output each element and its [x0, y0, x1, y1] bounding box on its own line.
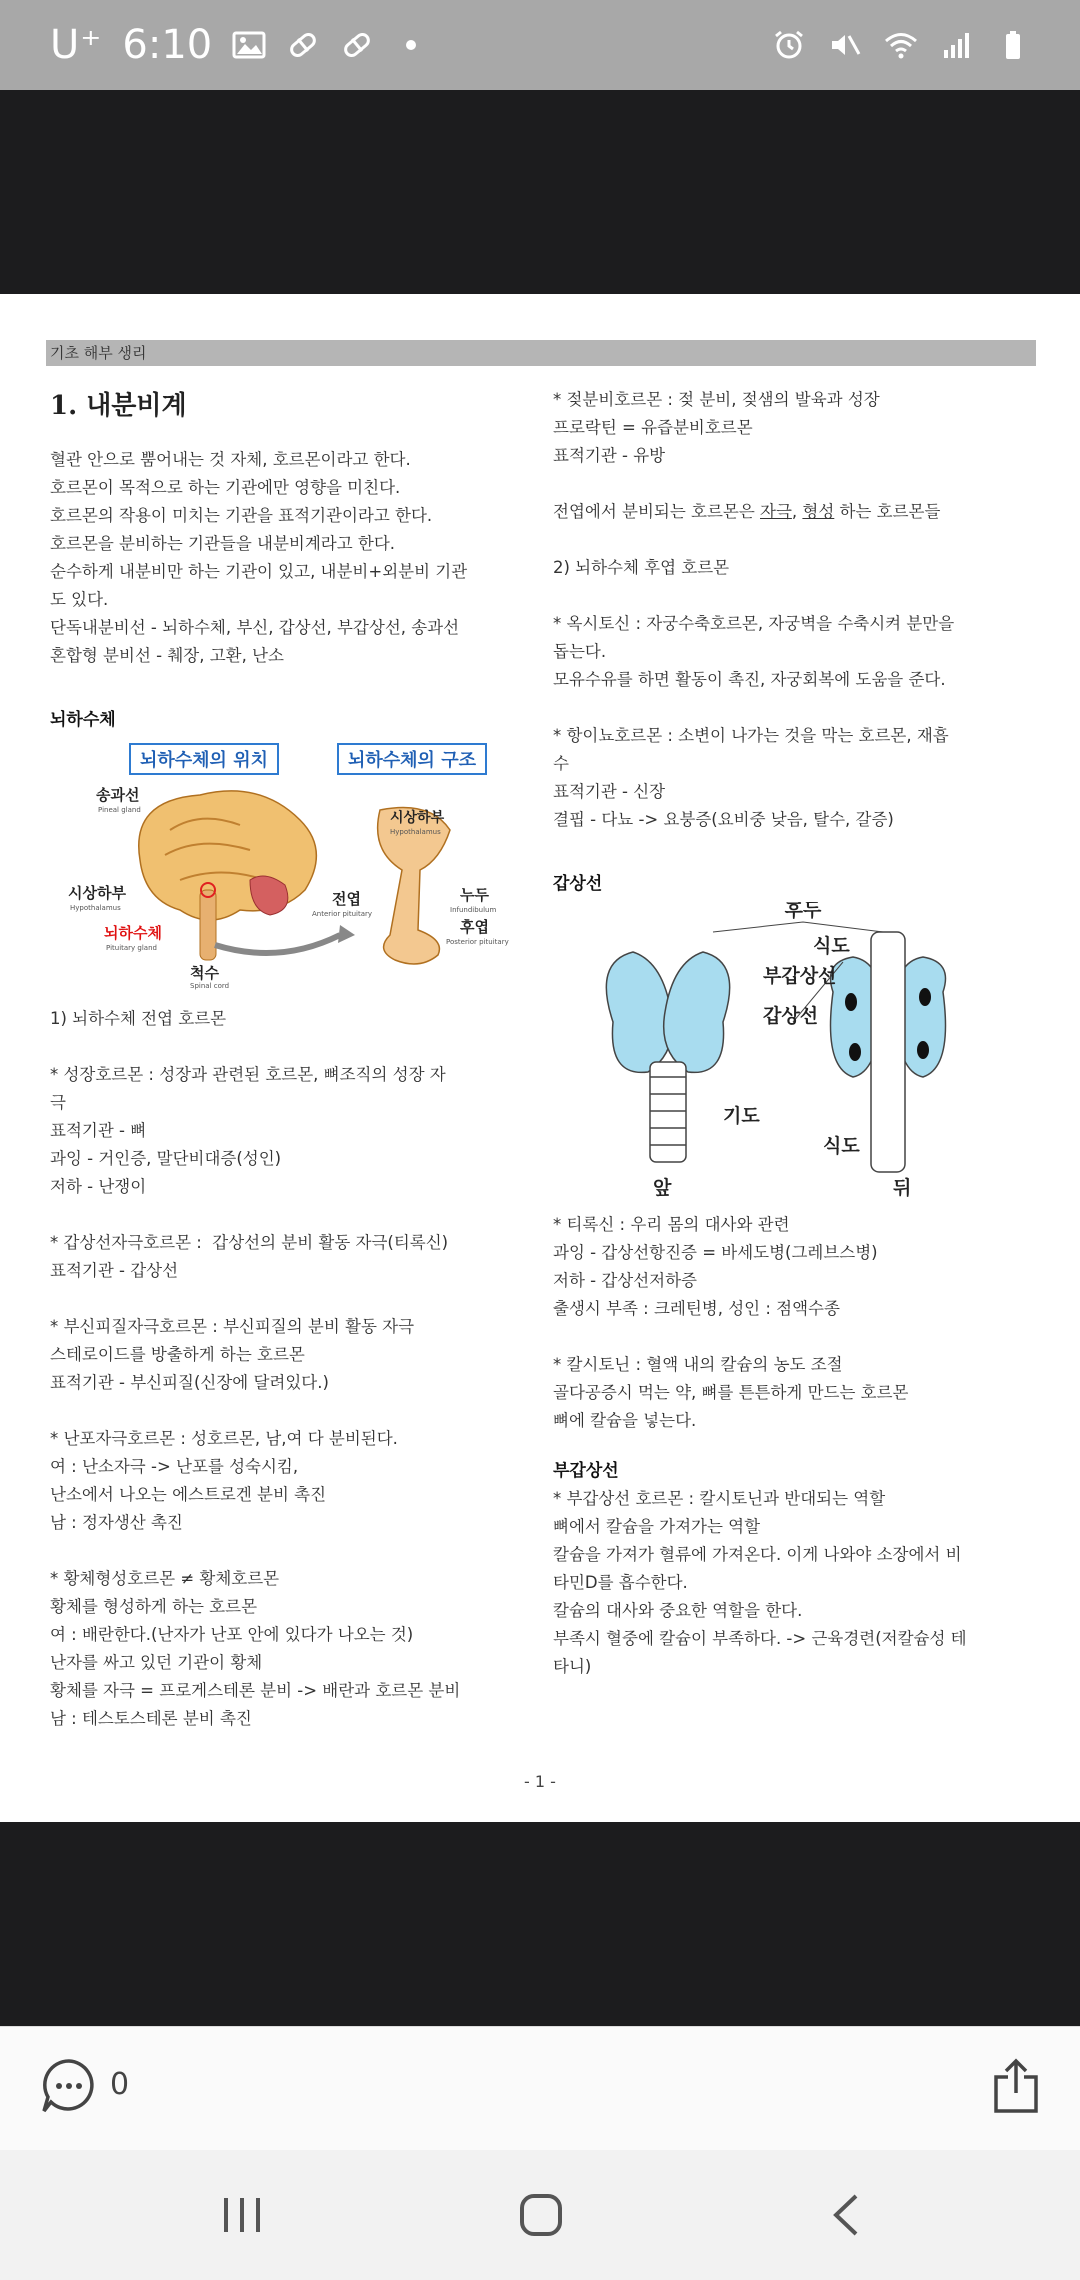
parathyroid-2	[849, 1043, 861, 1061]
intro-text	[50, 446, 530, 670]
intro-line-6: 단독내분비선 - 뇌하수체, 부신, 갑상선, 부갑상선, 송과선	[50, 618, 460, 637]
pill-icon	[286, 30, 320, 60]
thyroid-heading: 갑상선	[553, 874, 603, 894]
posterior-line-4: 모유수유를 하면 활동이 촉진, 자궁회복에 도움을 준다.	[553, 670, 946, 689]
label-infundibulum-en: Infundibulum	[450, 906, 497, 914]
left-body-line-16: 여 : 난소자극 -> 난포를 성숙시킴,	[50, 1457, 299, 1476]
label-pituitary: 뇌하수체	[104, 924, 162, 942]
thyroid-line-0: * 티록신 : 우리 몸의 대사와 관련	[553, 1215, 790, 1234]
viewer-top-margin	[0, 90, 1080, 294]
parathyroid-line-5: 부족시 혈중에 칼슘이 부족하다. -> 근육경련(저칼슘성 테	[553, 1629, 967, 1648]
left-body-line-5: 과잉 - 거인증, 말단비대증(성인)	[50, 1149, 282, 1168]
posterior-line-9: 결핍 - 다뇨 -> 요붕증(요비중 낮음, 탈수, 갈증)	[553, 810, 894, 829]
prolactin-line-0: * 젖분비호르몬 : 젖 분비, 젖샘의 발육과 성장	[553, 390, 880, 409]
label-pituitary-en: Pituitary gland	[106, 944, 157, 952]
parathyroid-4	[917, 1041, 929, 1059]
label-trachea: 기도	[723, 1105, 760, 1127]
left-body-line-19	[50, 1537, 530, 1565]
thyroid-line-5: * 칼시토닌 : 혈액 내의 칼슘의 농도 조절	[553, 1355, 843, 1374]
signal-icon	[940, 30, 974, 60]
left-body-line-8: * 갑상선자극호르몬 : 갑상선의 분비 활동 자극(티록신)	[50, 1233, 449, 1252]
parathyroid-line-3: 타민D를 흡수한다.	[553, 1573, 688, 1592]
figure-title-location: 뇌하수체의 위치	[140, 750, 268, 771]
trachea-front	[650, 1062, 686, 1162]
posterior-line-1	[553, 582, 1033, 610]
parathyroid-heading: 부갑상선	[553, 1461, 619, 1481]
left-body-text	[50, 1005, 530, 1733]
thyroid-text	[553, 1211, 1033, 1435]
parathyroid-line-4: 칼슘의 대사와 중요한 역할을 한다.	[553, 1601, 803, 1620]
page-number: - 1 -	[524, 1772, 556, 1791]
comment-icon[interactable]	[40, 2057, 98, 2115]
alarm-icon	[772, 30, 806, 60]
thyroid-line-4	[553, 1323, 1033, 1351]
left-body-line-14	[50, 1397, 530, 1425]
left-body-line-1	[50, 1033, 530, 1061]
esophagus-back	[871, 932, 905, 1172]
label-posterior: 후엽	[460, 918, 489, 936]
left-body-line-25: 남 : 테스토스테론 분비 촉진	[50, 1709, 252, 1728]
pill-icon-2	[340, 30, 374, 60]
label-spinal-en: Spinal cord	[190, 982, 230, 990]
left-body-line-9: 표적기관 - 갑상선	[50, 1261, 179, 1280]
left-body-line-7	[50, 1201, 530, 1229]
posterior-line-2: * 옥시토신 : 자궁수축호르몬, 자궁벽을 수축시켜 분만을	[553, 614, 955, 633]
document-header: 기초 해부 생리	[46, 340, 1036, 366]
posterior-line-7: 수	[553, 754, 569, 773]
label-larynx: 후두	[784, 902, 822, 921]
document-page[interactable]	[0, 294, 1080, 1822]
battery-icon	[996, 30, 1030, 60]
left-body-line-15: * 난포자극호르몬 : 성호르몬, 남,여 다 분비된다.	[50, 1429, 398, 1448]
posterior-text	[553, 554, 1033, 834]
anterior-note: 전엽에서 분비되는 호르몬은 자극, 형성 하는 호르몬들	[553, 502, 941, 521]
left-body-line-22: 여 : 배란한다.(난자가 난포 안에 있다가 나오는 것)	[50, 1625, 414, 1644]
thyroid-line-7: 뼈에 칼슘을 넣는다.	[553, 1411, 697, 1430]
label-front: 앞	[653, 1177, 672, 1199]
left-body-line-23: 난자를 싸고 있던 기관이 황체	[50, 1653, 263, 1672]
parathyroid-line-2: 칼슘을 가져가 혈류에 가져온다. 이게 나와야 소장에서 비	[553, 1545, 962, 1564]
label-anterior-en: Anterior pituitary	[312, 910, 373, 918]
dot-icon	[394, 30, 428, 60]
thyroid-line-2: 저하 - 갑상선저하증	[553, 1271, 697, 1290]
label-anterior: 전엽	[332, 890, 361, 908]
left-body-line-13: 표적기관 - 부신피질(신장에 달려있다.)	[50, 1373, 329, 1392]
back-icon[interactable]	[828, 2192, 864, 2238]
label-hypothalamus-2: 시상하부	[390, 810, 445, 826]
thyroid-left-lobe	[606, 952, 672, 1072]
left-body-line-4: 표적기관 - 뼈	[50, 1121, 147, 1140]
status-bar	[0, 0, 1080, 90]
left-body-line-10	[50, 1285, 530, 1313]
figure-title-structure: 뇌하수체의 구조	[348, 750, 476, 771]
pituitary-figure	[50, 740, 520, 990]
label-thyroid: 갑상선	[763, 1005, 819, 1027]
image-icon	[232, 30, 266, 60]
system-nav-bar	[0, 2150, 1080, 2280]
left-body-line-18: 남 : 정자생산 촉진	[50, 1513, 183, 1532]
parathyroid-text	[553, 1485, 1033, 1681]
parathyroid-1	[845, 993, 857, 1011]
left-body-line-11: * 부신피질자극호르몬 : 부신피질의 분비 활동 자극	[50, 1317, 415, 1336]
wifi-icon	[884, 30, 918, 60]
posterior-line-6: * 항이뇨호르몬 : 소변이 나가는 것을 막는 호르몬, 재흡	[553, 726, 949, 745]
left-body-line-2: * 성장호르몬 : 성장과 관련된 호르몬, 뼈조직의 성장 자	[50, 1065, 446, 1084]
chapter-title: 1. 내분비계	[50, 391, 187, 421]
prolactin-line-1: 프로락틴 = 유즙분비호르몬	[553, 418, 753, 437]
left-column	[50, 384, 530, 1733]
posterior-line-3: 돕는다.	[553, 642, 607, 661]
label-infundibulum: 누두	[460, 886, 489, 904]
posterior-line-8: 표적기관 - 신장	[553, 782, 666, 801]
left-body-line-17: 난소에서 나오는 에스트로겐 분비 촉진	[50, 1485, 327, 1504]
thyroid-line-3: 출생시 부족 : 크레틴병, 성인 : 점액수종	[553, 1299, 840, 1318]
label-parathyroid: 부갑상선	[763, 965, 837, 987]
intro-line-5: 도 있다.	[50, 590, 109, 609]
parathyroid-3	[919, 988, 931, 1006]
parathyroid-line-1: 뼈에서 칼슘을 가져가는 역할	[553, 1517, 761, 1536]
posterior-line-0: 2) 뇌하수체 후엽 호르몬	[553, 558, 730, 577]
intro-line-4: 순수하게 내분비만 하는 기관이 있고, 내분비+외분비 기관	[50, 562, 468, 581]
parathyroid-line-0: * 부갑상선 호르몬 : 칼시토닌과 반대되는 역할	[553, 1489, 886, 1508]
comment-count[interactable]: 0	[110, 2067, 130, 2102]
label-esophagus-top: 식도	[813, 935, 850, 957]
prolactin-text	[553, 386, 1033, 470]
clock: 6:10	[122, 22, 213, 68]
label-hypothalamus-en: Hypothalamus	[70, 904, 121, 912]
thyroid-line-6: 골다공증시 먹는 약, 뼈를 튼튼하게 만드는 호르몬	[553, 1383, 909, 1402]
carrier-label: U⁺	[50, 22, 103, 68]
bottom-action-bar	[0, 2026, 1080, 2150]
thyroid-line-1: 과잉 - 갑상선항진증 = 바세도병(그레브스병)	[553, 1243, 878, 1262]
label-pineal-en: Pineal gland	[98, 806, 141, 814]
brainstem-shape	[200, 890, 216, 960]
label-pineal: 송과선	[96, 786, 140, 804]
intro-line-7: 혼합형 분비선 - 췌장, 고환, 난소	[50, 646, 284, 665]
pituitary-heading: 뇌하수체	[50, 710, 116, 730]
left-body-line-24: 황체를 자극 = 프로게스테론 분비 -> 배란과 호르몬 분비	[50, 1681, 461, 1700]
recents-icon[interactable]	[220, 2194, 264, 2236]
home-icon[interactable]	[518, 2192, 564, 2238]
parathyroid-line-6: 타니)	[553, 1657, 592, 1676]
left-body-line-3: 극	[50, 1093, 66, 1112]
posterior-line-5	[553, 694, 1033, 722]
left-body-line-21: 황체를 형성하게 하는 호르몬	[50, 1597, 258, 1616]
label-hypothalamus-2-en: Hypothalamus	[390, 828, 441, 836]
viewer-bottom-margin	[0, 1822, 1080, 2026]
thyroid-figure	[553, 902, 1023, 1202]
intro-line-3: 호르몬을 분비하는 기관들을 내분비계라고 한다.	[50, 534, 396, 553]
share-icon[interactable]	[990, 2057, 1042, 2115]
intro-line-1: 호르몬이 목적으로 하는 기관에만 영향을 미친다.	[50, 478, 401, 497]
right-column	[553, 386, 1033, 1681]
left-body-line-0: 1) 뇌하수체 전엽 호르몬	[50, 1009, 227, 1028]
intro-line-0: 혈관 안으로 뿜어내는 것 자체, 호르몬이라고 한다.	[50, 450, 411, 469]
left-body-line-20: * 황체형성호르몬 ≠ 황체호르몬	[50, 1569, 280, 1588]
left-body-line-6: 저하 - 난쟁이	[50, 1177, 147, 1196]
mute-icon	[828, 30, 862, 60]
label-esophagus-bottom: 식도	[823, 1135, 860, 1157]
left-body-line-12: 스테로이드를 방출하게 하는 호르몬	[50, 1345, 305, 1364]
label-spinal: 척수	[190, 964, 219, 982]
label-hypothalamus: 시상하부	[68, 884, 126, 902]
label-posterior-en: Posterior pituitary	[446, 938, 509, 946]
label-back: 뒤	[893, 1177, 912, 1199]
prolactin-line-2: 표적기관 - 유방	[553, 446, 666, 465]
intro-line-2: 호르몬의 작용이 미치는 기관을 표적기관이라고 한다.	[50, 506, 433, 525]
thyroid-right-lobe	[664, 952, 730, 1072]
